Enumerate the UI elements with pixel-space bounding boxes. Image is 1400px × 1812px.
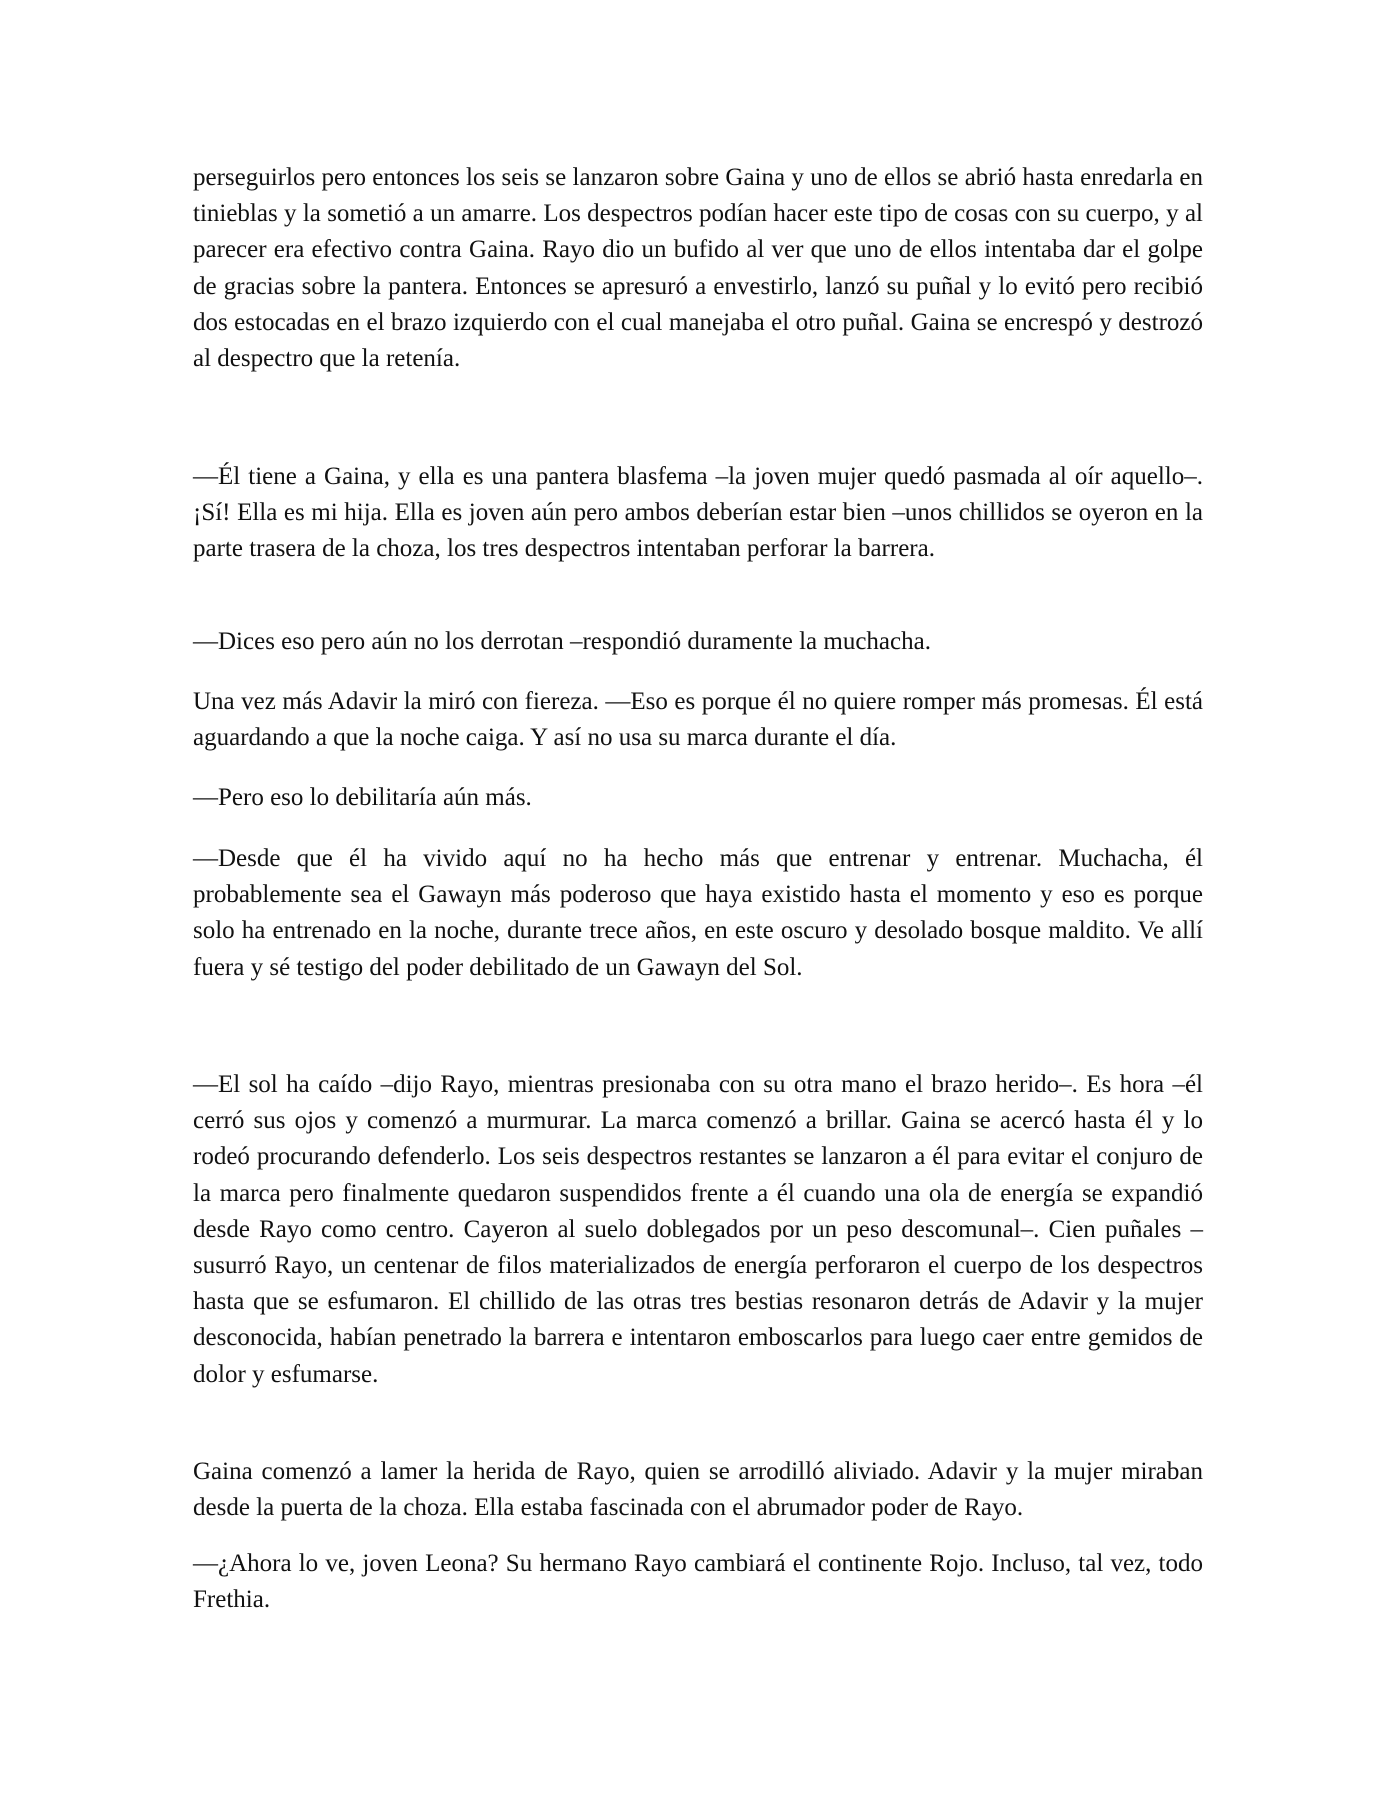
paragraph-4 <box>193 684 1203 756</box>
paragraph-3 <box>193 624 1203 660</box>
paragraph-text: perseguirlos pero entonces los seis se lanzaron sobre Gaina y uno de ellos se abrió hasta enredarla en tinieblas y la sometió a un amarre. Los despectros podían hacer este tipo de cosas con su cuerpo, y al parecer era efectivo contra Gaina. Rayo dio un bufido al ver que uno de ellos intentaba dar el golpe de gracias sobre la pantera. Entonces se apresuró a envestirlo, lanzó su puñal y lo evitó pero recibió dos estocadas en el brazo izquierdo con el cual manejaba el otro puñal. Gaina se encrespó y destrozó al despectro que la retenía. <box>193 164 1203 373</box>
paragraph-text: —Él tiene a Gaina, y ella es una pantera blasfema –la joven mujer quedó pasmada al oír aquello–. ¡Sí! Ella es mi hija. Ella es joven aún pero ambos deberían estar bien –unos chillidos se oyeron en la parte trasera de la choza, los tres despectros intentaban perforar la barrera. <box>193 463 1203 563</box>
paragraph-text: —¿Ahora lo ve, joven Leona? Su hermano Rayo cambiará el continente Rojo. Incluso, tal vez, todo Frethia. <box>193 1550 1203 1614</box>
paragraph-text: —El sol ha caído –dijo Rayo, mientras presionaba con su otra mano el brazo herido–. Es hora –él cerró sus ojos y comenzó a murmurar. La marca comenzó a brillar. Gaina se acercó hasta él y lo rodeó procurando defenderlo. Los seis despectros restantes se lanzaron a él para evitar el conjuro de la marca pero finalmente quedaron suspendidos frente a él cuando una ola de energía se expandió desde Rayo como centro. Cayeron al suelo doblegados por un peso descomunal–. Cien puñales –susurró Rayo, un centenar de filos materializados de energía perforaron el cuerpo de los despectros hasta que se esfumaron. El chillido de las otras tres bestias resonaron detrás de Adavir y la mujer desconocida, habían penetrado la barrera e intentaron emboscarlos para luego caer entre gemidos de dolor y esfumarse. <box>193 1071 1203 1388</box>
paragraph-9 <box>193 1546 1203 1618</box>
paragraph-2 <box>193 459 1203 568</box>
paragraph-1 <box>193 160 1203 377</box>
paragraph-text: —Desde que él ha vivido aquí no ha hecho más que entrenar y entrenar. Muchacha, él probablemente sea el Gawayn más poderoso que haya existido hasta el momento y eso es porque solo ha entrenado en la noche, durante trece años, en este oscuro y desolado bosque maldito. Ve allí fuera y sé testigo del poder debilitado de un Gawayn del Sol. <box>193 845 1203 981</box>
paragraph-5 <box>193 780 1203 816</box>
paragraph-text: Una vez más Adavir la miró con fiereza. —Eso es porque él no quiere romper más promesas. Él está aguardando a que la noche caiga. Y así no usa su marca durante el día. <box>193 688 1203 752</box>
paragraph-6 <box>193 841 1203 986</box>
paragraph-text: Gaina comenzó a lamer la herida de Rayo, quien se arrodilló aliviado. Adavir y la mujer miraban desde la puerta de la choza. Ella estaba fascinada con el abrumador poder de Rayo. <box>193 1458 1203 1522</box>
paragraph-7 <box>193 1067 1203 1393</box>
paragraph-8 <box>193 1454 1203 1526</box>
paragraph-text: —Dices eso pero aún no los derrotan –respondió duramente la muchacha. <box>193 628 931 655</box>
paragraph-text: —Pero eso lo debilitaría aún más. <box>193 784 532 811</box>
